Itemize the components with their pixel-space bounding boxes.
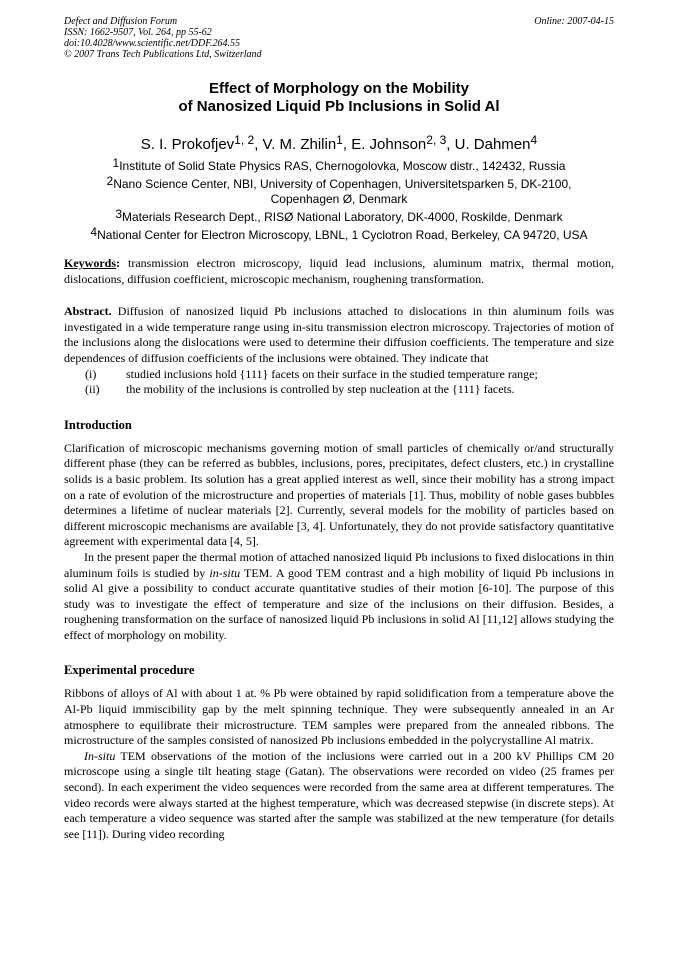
intro-text: TEM. A good TEM contrast and a high mobility of liquid Pb inclusions in solid Al give a possibility to conduct accurate quantitative studies of their motion [6-10]. The purpose of this study was to investigate the effect of temperature and size of the inclusions on their diffusion. Besides, a roughening transformation on the surface of nanosized liquid Pb inclusions in solid Al [11,12] allows studying the effect of morphology on mobility. [64, 565, 615, 642]
abstract-text: Diffusion of nanosized liquid Pb inclusions attached to dislocations in thin aluminum foils was investigated in a wide temperature range using in-situ transmission electron microscopy. Trajectories of motion of the inclusions along the dislocations were used to determine their diffusion coefficients. The temperature and size dependences of diffusion coefficients of the inclusions were obtained. They indicate that [64, 304, 614, 365]
affiliation-text: National Center for Electron Microscopy, LBNL, 1 Cyclotron Road, Berkeley, CA 94720, USA [97, 228, 588, 242]
author-sup: 2, 3 [426, 133, 447, 147]
experimental-paragraph [64, 749, 614, 843]
issn-line: ISSN: 1662-9507, Vol. 264, pp 55-62 [64, 27, 212, 38]
author-list [64, 133, 614, 154]
author-sup: 1, 2 [234, 133, 255, 147]
affiliation-text-cont: Copenhagen Ø, Denmark [270, 192, 408, 206]
affiliation [64, 225, 614, 243]
title-line-2: of Nanosized Liquid Pb Inclusions in Solid Al [178, 98, 500, 115]
doi-line: doi:10.4028/www.scientific.net/DDF.264.55 [64, 38, 241, 49]
experimental-paragraph: Ribbons of alloys of Al with about 1 at. % Pb were obtained by rapid solidification from a temperature above the Al-Pb liquid immiscibility gap by the melt spinning technique. They were subsequently annealed in an Ar atmosphere to equilibrate their microstructure. TEM samples were prepared from the annealed ribbons. The microstructure of the samples consisted of nanosized Pb inclusions embedded in the polycrystalline Al matrix. [64, 686, 614, 748]
affiliation-text: Institute of Solid State Physics RAS, Chernogolovka, Moscow distr., 142432, Russia [119, 159, 566, 173]
affiliation-text: Materials Research Dept., RISØ National Laboratory, DK-4000, Roskilde, Denmark [122, 210, 563, 224]
list-text: studied inclusions hold {111} facets on their surface in the studied temperature range; [126, 366, 538, 381]
introduction-paragraph [64, 550, 614, 644]
author-sup: 4 [530, 133, 538, 147]
list-number: (ii) [85, 382, 100, 397]
author-name: U. Dahmen [454, 136, 531, 153]
introduction-heading: Introduction [64, 417, 132, 432]
author-sep: , [342, 136, 352, 153]
title-line-1: Effect of Morphology on the Mobility [209, 80, 469, 97]
author-sup: 1 [336, 133, 343, 147]
affiliation-sup: 3 [115, 207, 123, 221]
author-sep: , [254, 136, 263, 153]
abstract-label: Abstract. [64, 304, 112, 319]
keywords-text: transmission electron microscopy, liquid lead inclusions, aluminum matrix, thermal motion, dislocations, diffusion coefficient, microscopic mechanism, roughening transformation. [64, 256, 614, 286]
experimental-heading: Experimental procedure [64, 663, 195, 678]
intro-text: In the present paper the thermal motion of attached nanosized liquid Pb inclusions to fixed dislocations in thin aluminum foils is studied by [64, 549, 614, 580]
list-text: the mobility of the inclusions is controlled by step nucleation at the {111} facets. [126, 382, 515, 397]
header-left [64, 16, 614, 60]
paper-page [64, 16, 614, 842]
journal-name: Defect and Diffusion Forum [64, 16, 178, 27]
affiliation [64, 156, 614, 174]
affiliation [64, 174, 614, 207]
affiliation-sup: 4 [90, 225, 98, 239]
author-name: S. I. Prokofjev [140, 136, 235, 153]
author-name: V. M. Zhilin [262, 136, 337, 153]
experimental-italic: In-situ [84, 748, 116, 763]
journal-header [64, 16, 614, 64]
affiliation-sup: 1 [112, 156, 120, 170]
affiliation-text: Nano Science Center, NBI, University of Copenhagen, Universitetsparken 5, DK-2100, [113, 177, 572, 191]
paper-title [64, 80, 614, 116]
keywords-label: Keywords [64, 256, 116, 270]
list-number: (i) [85, 366, 97, 381]
intro-italic: in-situ [209, 565, 241, 580]
abstract-list-item [64, 367, 614, 383]
experimental-text: TEM observations of the motion of the inclusions were carried out in a 200 kV Phillips CM 20 microscope using a single tilt heating stage (Gatan). The observations were recorded on video (25 frames per second). In each experiment the video sequences were recorded from the same area at different temperatures. The video records were always started at the highest temperature, which was decreased stepwise (in discrete steps). At each temperature a video sequence was started after the sample was stabilized at the new temperature (for details see [11]). During video recording [64, 748, 614, 841]
author-sep: , [446, 136, 455, 153]
affiliation [64, 207, 614, 225]
abstract-list-item [64, 382, 614, 398]
abstract-paragraph [64, 304, 614, 366]
copyright-line: © 2007 Trans Tech Publications Ltd, Switzerland [64, 49, 262, 60]
introduction-paragraph: Clarification of microscopic mechanisms governing motion of small particles of chemically or/and structurally different phase (they can be referred as bubbles, inclusions, pores, precipitates, defect clusters, etc.) in crystalline solids is a basic problem. Its solution has a great applied interest as well, since their mobility has a strong impact on a rate of evolution of the microstructure and properties of materials [1]. Thus, mobility of noble gases bubbles determines a lifetime of nuclear materials [2]. Currently, several models for the mobility of particles based on different microscopic mechanisms are available [3, 4]. Unfortunately, they do not provide satisfactory quantitative agreement with experimental data [4, 5]. [64, 440, 614, 549]
keywords-paragraph [64, 256, 614, 287]
affiliation-sup: 2 [106, 174, 114, 188]
author-name: E. Johnson [351, 136, 427, 153]
keywords-colon: : [116, 256, 120, 270]
online-date: Online: 2007-04-15 [534, 16, 614, 27]
